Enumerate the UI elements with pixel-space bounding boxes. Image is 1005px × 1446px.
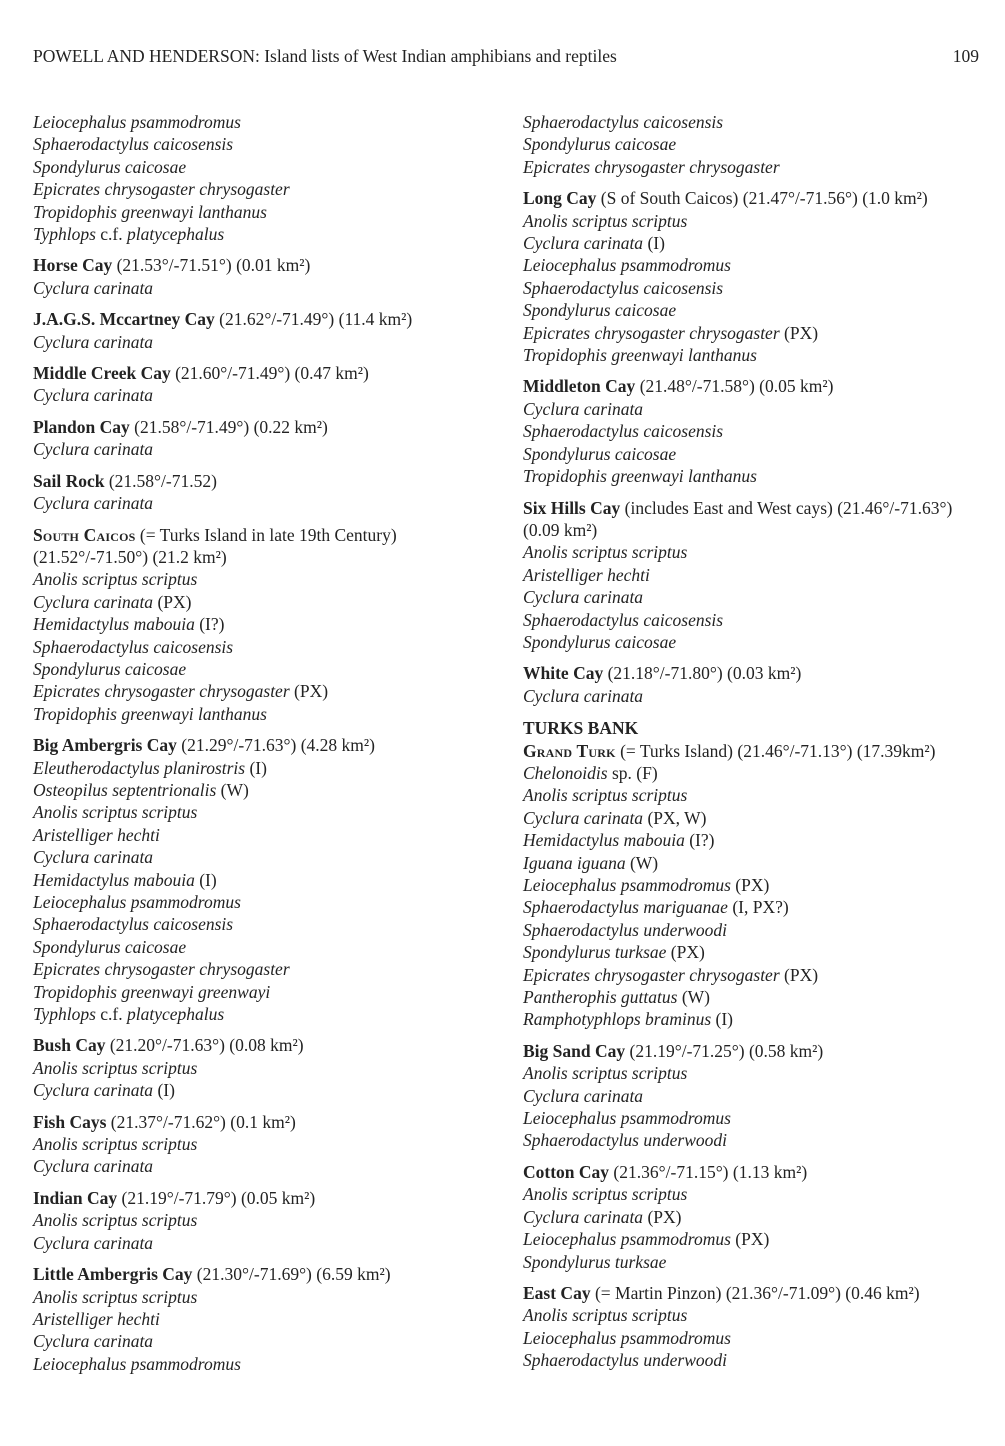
species-name: Epicrates chrysogaster chrysogaster (523, 964, 780, 985)
island-name: Middle Creek Cay (33, 363, 171, 384)
left-column (33, 111, 493, 1384)
species-line (523, 277, 985, 299)
species-name: platycephalus (126, 1004, 225, 1025)
island-heading (33, 254, 493, 276)
species-name: Leiocephalus psammodromus (523, 875, 731, 895)
page-body (33, 111, 985, 1384)
species-name: Epicrates chrysogaster chrysogaster (523, 322, 780, 343)
text-annotation: (21.19°/-71.25°) (0.58 km²) (625, 1040, 824, 1061)
island-name: Plandon Cay (33, 416, 130, 437)
species-line (523, 784, 985, 806)
species-line (523, 232, 985, 254)
text-annotation: (PX) (779, 964, 819, 985)
island-section (523, 740, 985, 1031)
island-section (33, 308, 493, 353)
species-line (523, 465, 985, 487)
species-line (33, 1353, 493, 1375)
species-line (523, 762, 985, 784)
species-line (523, 1251, 985, 1273)
island-heading (523, 187, 985, 209)
species-line (523, 631, 985, 653)
text-annotation: (21.53°/-71.51°) (0.01 km²) (112, 255, 311, 276)
island-name: Cotton Cay (523, 1161, 610, 1182)
species-name: Spondylurus caicosae (523, 631, 677, 652)
species-name: Anolis scriptus scriptus (523, 1305, 688, 1326)
species-name: Epicrates chrysogaster chrysogaster (33, 681, 290, 702)
species-line (33, 384, 493, 406)
species-line (523, 1228, 985, 1250)
species-line (33, 156, 493, 178)
species-line (33, 133, 493, 155)
island-section (523, 375, 985, 487)
island-heading (33, 1034, 493, 1056)
species-name: Cyclura carinata (523, 1085, 644, 1106)
text-annotation: (S of South Caicos) (21.47°/-71.56°) (1.0 km²) (596, 188, 928, 209)
species-line (523, 564, 985, 586)
species-name: Spondylurus caicosae (33, 936, 187, 957)
species-name: Cyclura carinata (523, 1206, 644, 1227)
text-annotation: (21.18°/-71.80°) (0.03 km²) (603, 663, 802, 684)
text-annotation: (I) (711, 1009, 733, 1030)
species-line (33, 779, 493, 801)
species-line (33, 1057, 493, 1079)
species-line (33, 824, 493, 846)
island-heading (523, 375, 985, 397)
island-section (523, 187, 985, 366)
species-line (33, 492, 493, 514)
species-line (33, 438, 493, 460)
species-name: Anolis scriptus scriptus (523, 1063, 688, 1084)
species-line (33, 1079, 493, 1101)
species-line (33, 1155, 493, 1177)
species-name: Spondylurus caicosae (33, 658, 187, 679)
text-annotation: (PX, W) (643, 807, 707, 828)
text-annotation: (W) (677, 987, 710, 1008)
species-line (33, 1308, 493, 1330)
species-name: Cyclura carinata (523, 233, 644, 254)
species-name: Cyclura carinata (33, 847, 154, 868)
species-name: Sphaerodactylus caicosensis (523, 421, 724, 442)
text-annotation: (21.58°/-71.49°) (0.22 km²) (129, 416, 328, 437)
island-heading (523, 1282, 985, 1304)
island-section (33, 524, 493, 726)
species-line (33, 1286, 493, 1308)
text-annotation: (PX) (153, 591, 192, 612)
species-name: Pantherophis guttatus (523, 987, 678, 1008)
species-name: Cyclura carinata (33, 331, 154, 352)
running-title: POWELL AND HENDERSON: Island lists of West Indian amphibians and reptiles (33, 46, 617, 66)
species-line (33, 568, 493, 590)
page-number: 109 (952, 46, 979, 66)
species-name: Epicrates chrysogaster chrysogaster (33, 959, 290, 980)
species-line (523, 420, 985, 442)
species-line (33, 703, 493, 725)
species-line (33, 801, 493, 823)
island-name-smallcaps: Grand Turk (523, 740, 616, 761)
text-annotation: (I?) (684, 830, 715, 851)
island-name: Sail Rock (33, 470, 105, 491)
species-line (33, 201, 493, 223)
species-name: Tropidophis greenwayi lanthanus (523, 466, 757, 487)
species-name: Cyclura carinata (523, 587, 644, 608)
species-line (33, 111, 493, 133)
text-annotation: (PX) (666, 942, 705, 963)
species-name: Typhlops (33, 1004, 96, 1025)
species-name: Leiocephalus psammodromus (33, 112, 241, 132)
species-name: Anolis scriptus scriptus (33, 802, 198, 823)
species-name: Spondylurus caicosae (33, 156, 187, 177)
island-name-smallcaps: South Caicos (33, 524, 136, 545)
species-name: Leiocephalus psammodromus (33, 892, 241, 912)
island-section (33, 254, 493, 299)
species-line (523, 1327, 985, 1349)
text-annotation: (21.58°/-71.52) (104, 470, 217, 491)
island-section (523, 497, 985, 654)
species-name: Anolis scriptus scriptus (33, 1057, 198, 1078)
island-section (523, 1040, 985, 1152)
species-line (33, 1133, 493, 1155)
species-name: Hemidactylus mabouia (33, 614, 195, 635)
text-annotation: (21.36°/-71.15°) (1.13 km²) (609, 1161, 808, 1182)
text-annotation: (21.20°/-71.63°) (0.08 km²) (105, 1035, 304, 1056)
species-line (33, 869, 493, 891)
species-name: Cyclura carinata (33, 385, 154, 406)
species-line (523, 1206, 985, 1228)
species-line (523, 111, 985, 133)
text-annotation: (PX) (779, 322, 819, 343)
species-name: platycephalus (126, 224, 225, 245)
species-name: Anolis scriptus scriptus (523, 785, 688, 806)
island-heading (33, 1111, 493, 1133)
species-line (523, 541, 985, 563)
species-line (523, 398, 985, 420)
island-section (33, 1263, 493, 1375)
species-name: Spondylurus turksae (523, 1251, 667, 1272)
species-line (523, 896, 985, 918)
species-name: Anolis scriptus scriptus (523, 210, 688, 231)
species-line (523, 1349, 985, 1371)
text-annotation: (I) (643, 233, 665, 254)
text-annotation: (= Martin Pinzon) (21.36°/-71.09°) (0.46 km²) (590, 1282, 920, 1303)
island-heading (33, 1187, 493, 1209)
island-section (523, 1282, 985, 1372)
species-name: Leiocephalus psammodromus (523, 1327, 731, 1348)
species-line (523, 133, 985, 155)
island-heading (33, 470, 493, 492)
species-name: Cyclura carinata (33, 1080, 154, 1101)
species-line (33, 331, 493, 353)
species-name: Leiocephalus psammodromus (523, 1229, 731, 1250)
bank-title: TURKS BANK (523, 718, 639, 739)
text-annotation: (21.37°/-71.62°) (0.1 km²) (106, 1111, 296, 1132)
species-name: Osteopilus septentrionalis (33, 779, 217, 800)
species-name: Cyclura carinata (33, 1331, 154, 1352)
island-section (523, 662, 985, 707)
island-heading (33, 308, 493, 330)
species-name: Sphaerodactylus underwoodi (523, 1350, 727, 1371)
text-annotation: (W) (625, 852, 659, 873)
species-line (33, 680, 493, 702)
island-name: Fish Cays (33, 1111, 107, 1132)
island-name: Middleton Cay (523, 376, 636, 397)
island-heading (523, 1161, 985, 1183)
species-name: Iguana iguana (523, 852, 626, 873)
text-annotation: (W) (216, 779, 249, 800)
species-line (33, 178, 493, 200)
species-line (33, 1003, 493, 1025)
species-name: Spondylurus caicosae (523, 134, 677, 155)
island-section (33, 1187, 493, 1254)
species-name: Typhlops (33, 224, 96, 245)
species-line (523, 986, 985, 1008)
text-annotation: (PX) (289, 681, 329, 702)
species-line (523, 1304, 985, 1326)
species-line (523, 919, 985, 941)
species-line (33, 277, 493, 299)
island-name: Six Hills Cay (523, 497, 621, 518)
island-section (33, 470, 493, 515)
species-line (33, 958, 493, 980)
species-name: Aristelliger hechti (33, 1308, 160, 1329)
text-annotation: c.f. (95, 224, 127, 245)
species-name: Anolis scriptus scriptus (33, 569, 198, 590)
species-line (523, 941, 985, 963)
species-line (523, 254, 985, 276)
island-heading (523, 497, 985, 542)
island-name: East Cay (523, 1282, 591, 1303)
species-name: Sphaerodactylus underwoodi (523, 919, 727, 940)
island-section (33, 1034, 493, 1101)
species-line (33, 658, 493, 680)
species-name: Hemidactylus mabouia (33, 869, 195, 890)
species-name: Cyclura carinata (523, 685, 644, 706)
text-annotation: (PX) (730, 875, 770, 895)
text-annotation: (I) (194, 869, 217, 890)
species-name: Sphaerodactylus caicosensis (523, 112, 724, 132)
species-line (523, 807, 985, 829)
species-line (33, 1209, 493, 1231)
species-line (523, 586, 985, 608)
species-line (33, 223, 493, 245)
species-line (523, 210, 985, 232)
island-heading (523, 1040, 985, 1062)
species-name: Cyclura carinata (33, 439, 154, 460)
species-name: Cyclura carinata (33, 493, 154, 514)
species-name: Tropidophis greenwayi lanthanus (33, 201, 267, 222)
species-line (523, 1129, 985, 1151)
species-name: Sphaerodactylus caicosensis (523, 277, 724, 298)
text-annotation: (21.48°/-71.58°) (0.05 km²) (635, 376, 834, 397)
species-name: Cyclura carinata (33, 1232, 154, 1253)
species-name: Chelonoidis (523, 762, 608, 783)
island-name: Bush Cay (33, 1035, 106, 1056)
species-line (33, 846, 493, 868)
island-name: J.A.G.S. Mccartney Cay (33, 309, 215, 330)
island-heading (523, 740, 985, 762)
species-line (523, 1107, 985, 1129)
species-name: Sphaerodactylus caicosensis (33, 914, 234, 935)
island-section (33, 734, 493, 1025)
species-name: Anolis scriptus scriptus (523, 1184, 688, 1205)
species-line (33, 636, 493, 658)
island-section (33, 362, 493, 407)
species-line (33, 1330, 493, 1352)
species-line (523, 964, 985, 986)
text-annotation: (PX) (730, 1229, 770, 1250)
species-name: Tropidophis greenwayi greenwayi (33, 981, 271, 1002)
text-annotation: (21.60°/-71.49°) (0.47 km²) (170, 363, 369, 384)
island-name: Indian Cay (33, 1187, 118, 1208)
species-name: Sphaerodactylus caicosensis (33, 134, 234, 155)
species-name: Cyclura carinata (33, 1156, 154, 1177)
species-name: Sphaerodactylus caicosensis (523, 609, 724, 630)
species-line (33, 1232, 493, 1254)
species-line (523, 1008, 985, 1030)
species-name: Tropidophis greenwayi lanthanus (523, 345, 757, 366)
text-annotation: (PX) (643, 1206, 682, 1227)
island-name: Horse Cay (33, 255, 113, 276)
island-section (33, 416, 493, 461)
island-heading (33, 416, 493, 438)
species-name: Aristelliger hechti (523, 564, 650, 585)
text-annotation: (21.29°/-71.63°) (4.28 km²) (176, 735, 375, 756)
text-annotation: (I) (153, 1080, 175, 1101)
species-line (523, 322, 985, 344)
island-heading (33, 1263, 493, 1285)
species-name: Anolis scriptus scriptus (523, 542, 688, 563)
text-annotation: (= Turks Island in late 19th Century) (21.52°/-71.50°) (21.2 km²) (33, 524, 397, 567)
species-name: Spondylurus turksae (523, 942, 667, 963)
species-line (33, 936, 493, 958)
species-name: Epicrates chrysogaster chrysogaster (523, 156, 780, 177)
species-line (33, 613, 493, 635)
text-annotation: (I, PX?) (727, 897, 789, 918)
island-heading (33, 362, 493, 384)
species-line (523, 609, 985, 631)
text-annotation: (includes East and West cays) (21.46°/-71.63°) (0.09 km²) (523, 497, 953, 540)
island-section (33, 1111, 493, 1178)
island-heading (523, 662, 985, 684)
island-name: White Cay (523, 663, 604, 684)
species-line (523, 443, 985, 465)
species-name: Aristelliger hechti (33, 824, 160, 845)
species-name: Anolis scriptus scriptus (33, 1134, 198, 1155)
species-name: Spondylurus caicosae (523, 300, 677, 321)
species-continuation-section (33, 111, 493, 245)
text-annotation: (21.62°/-71.49°) (11.4 km²) (214, 309, 413, 330)
species-name: Epicrates chrysogaster chrysogaster (33, 179, 290, 200)
species-name: Anolis scriptus scriptus (33, 1210, 198, 1231)
text-annotation: (21.19°/-71.79°) (0.05 km²) (117, 1187, 316, 1208)
island-name: Big Ambergris Cay (33, 735, 177, 756)
bank-heading-section (523, 717, 985, 739)
species-name: Cyclura carinata (523, 807, 644, 828)
species-line (33, 591, 493, 613)
island-name: Long Cay (523, 188, 597, 209)
species-name: Cyclura carinata (523, 398, 644, 419)
species-line (523, 1183, 985, 1205)
species-line (33, 757, 493, 779)
species-name: Tropidophis greenwayi lanthanus (33, 703, 267, 724)
species-name: Cyclura carinata (33, 591, 154, 612)
species-line (523, 344, 985, 366)
running-head (33, 46, 985, 67)
island-name: Big Sand Cay (523, 1040, 626, 1061)
text-annotation: (= Turks Island) (21.46°/-71.13°) (17.39km²) (615, 740, 936, 761)
species-name: Leiocephalus psammodromus (523, 255, 731, 276)
island-heading (33, 734, 493, 756)
species-line (523, 1085, 985, 1107)
species-line (523, 874, 985, 896)
species-line (33, 891, 493, 913)
species-name: Anolis scriptus scriptus (33, 1286, 198, 1307)
text-annotation: sp. (F) (607, 762, 658, 783)
island-section (523, 1161, 985, 1273)
species-line (523, 1062, 985, 1084)
species-line (33, 981, 493, 1003)
island-heading (33, 524, 493, 569)
species-line (523, 852, 985, 874)
right-column (523, 111, 985, 1384)
text-annotation: (21.30°/-71.69°) (6.59 km²) (192, 1264, 391, 1285)
species-line (523, 156, 985, 178)
species-line (523, 829, 985, 851)
species-name: Hemidactylus mabouia (523, 830, 685, 851)
species-line (33, 913, 493, 935)
species-continuation-section (523, 111, 985, 178)
species-name: Sphaerodactylus mariguanae (523, 897, 728, 918)
species-name: Sphaerodactylus underwoodi (523, 1130, 727, 1151)
species-line (523, 299, 985, 321)
species-name: Eleutherodactylus planirostris (33, 757, 246, 778)
text-annotation: (I) (245, 757, 267, 778)
species-line (523, 685, 985, 707)
text-annotation: (I?) (194, 614, 225, 635)
species-name: Spondylurus caicosae (523, 443, 677, 464)
species-name: Leiocephalus psammodromus (33, 1353, 241, 1374)
text-annotation: c.f. (95, 1004, 127, 1025)
species-name: Leiocephalus psammodromus (523, 1108, 731, 1129)
species-name: Sphaerodactylus caicosensis (33, 636, 234, 657)
species-name: Cyclura carinata (33, 277, 154, 298)
species-name: Ramphotyphlops braminus (523, 1009, 712, 1030)
island-name: Little Ambergris Cay (33, 1264, 193, 1285)
